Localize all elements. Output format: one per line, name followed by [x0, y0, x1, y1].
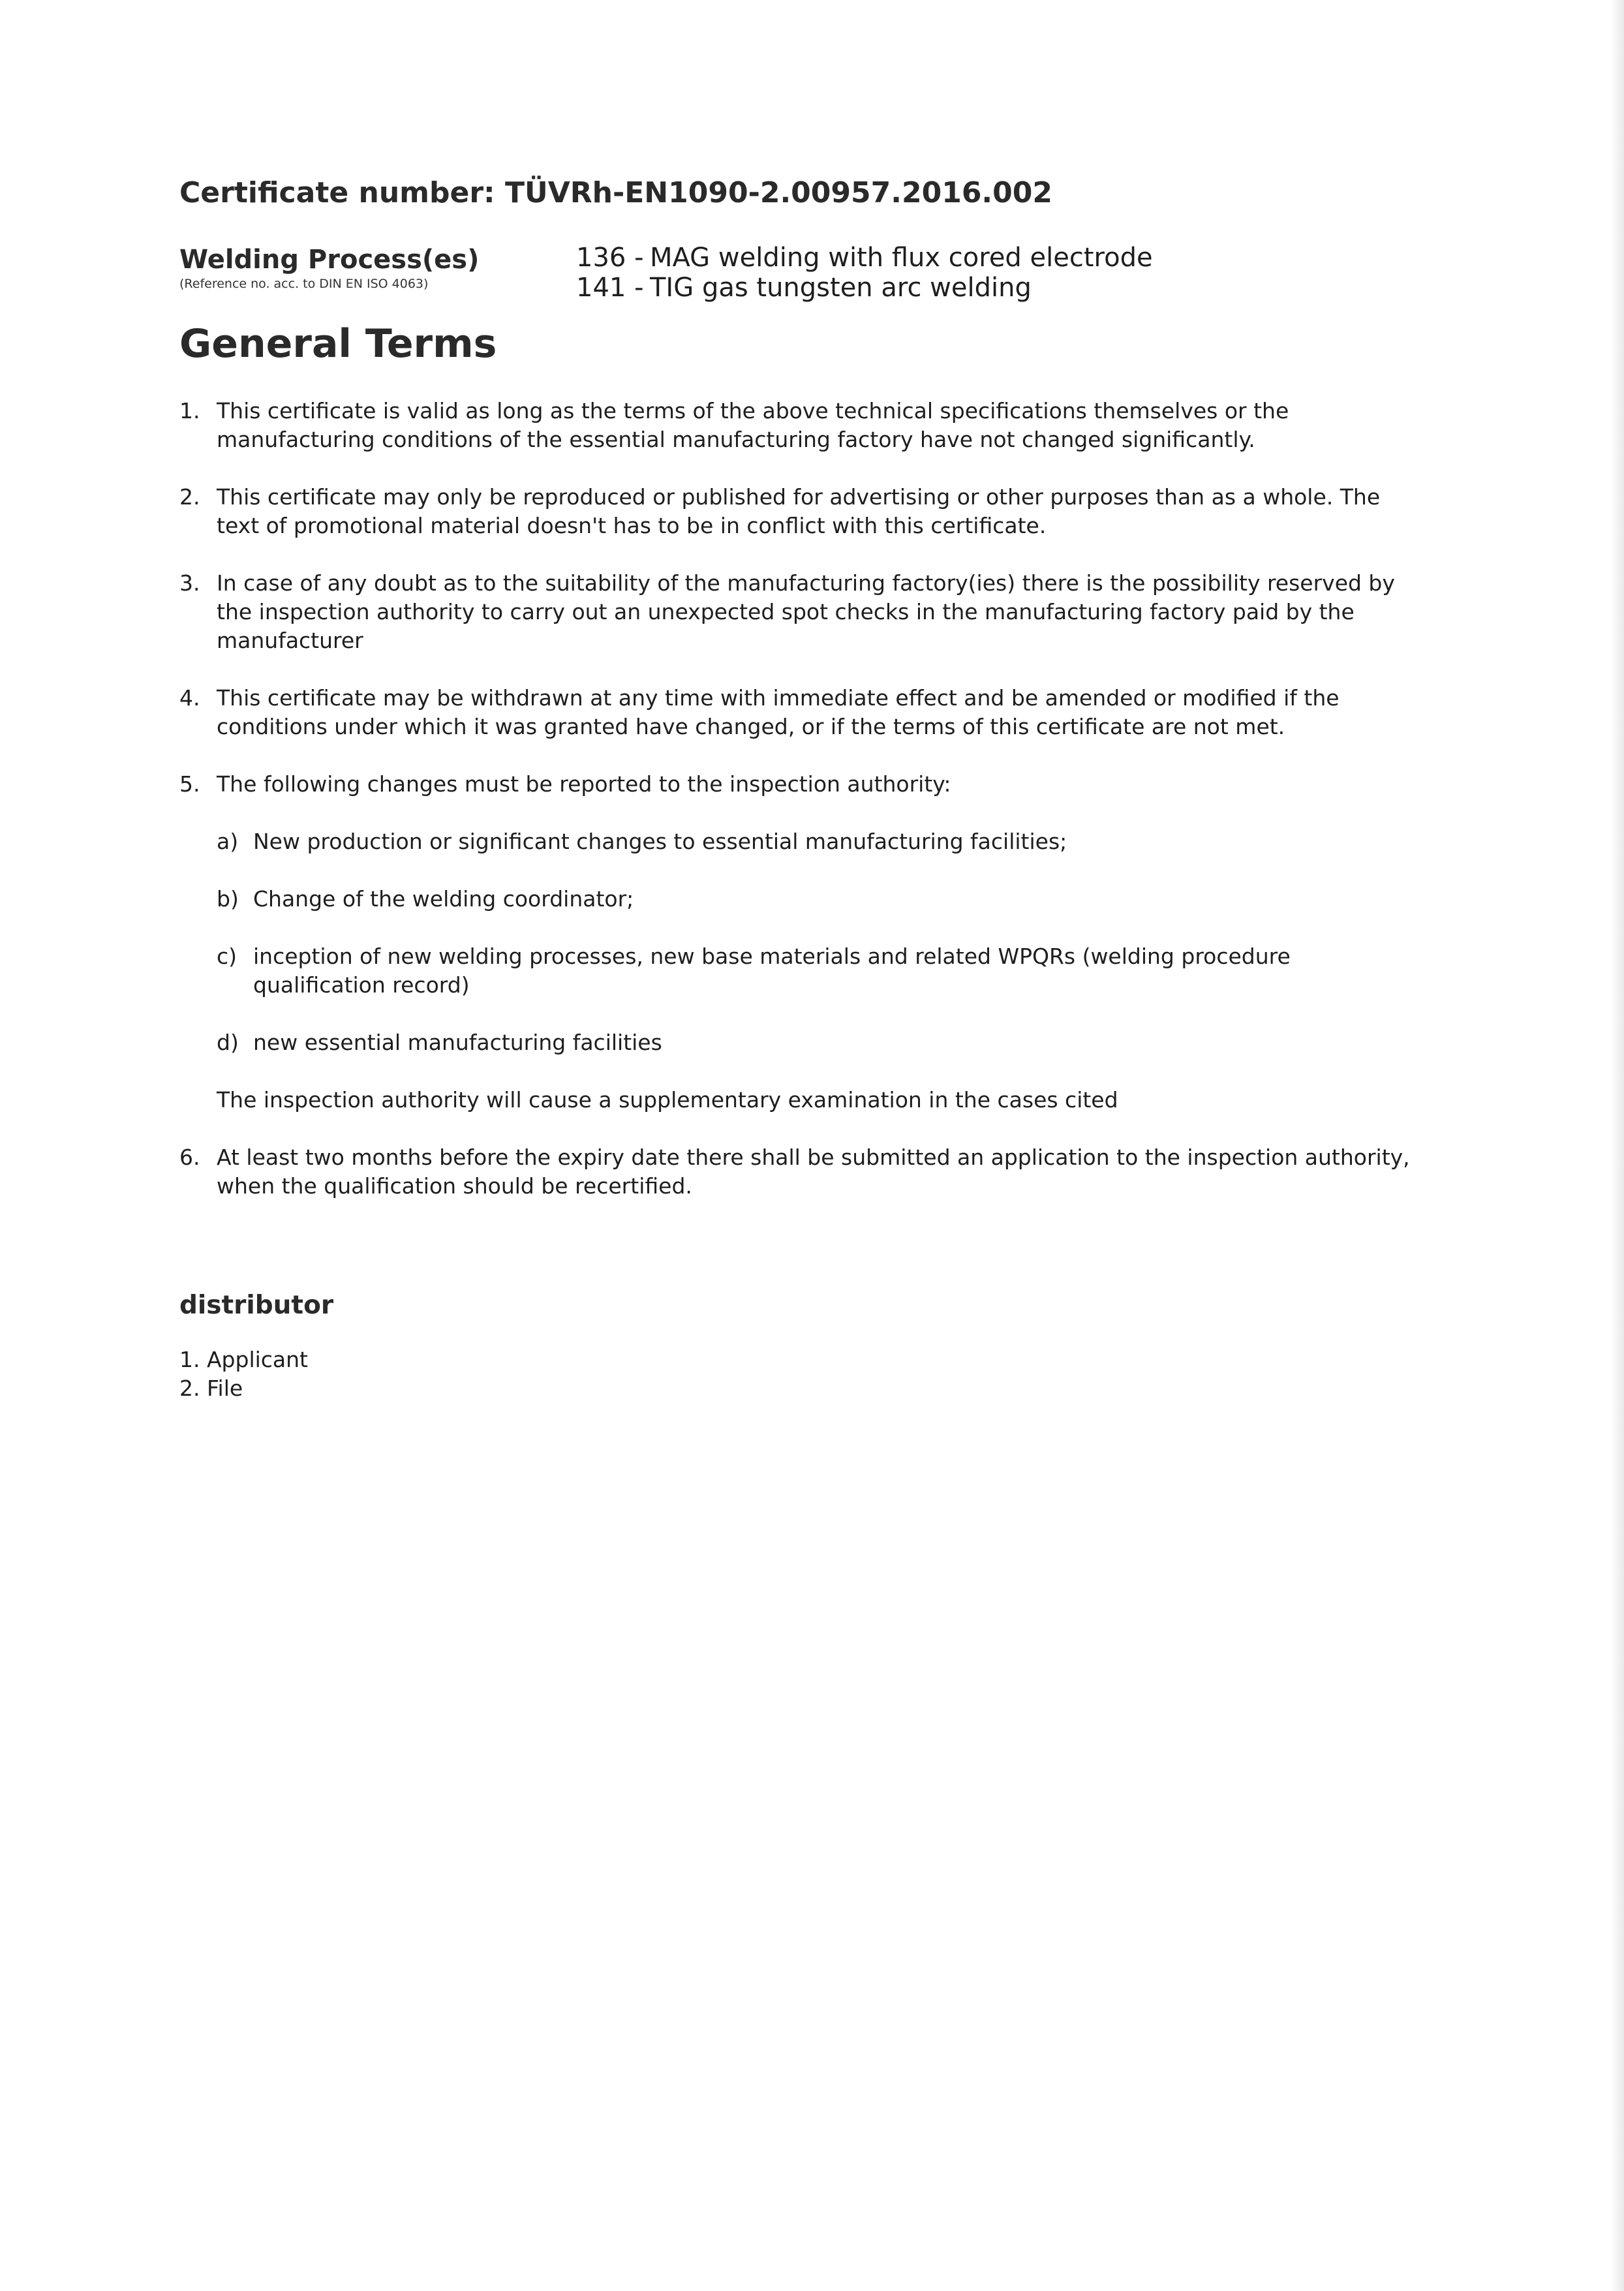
term-number: 3.	[179, 570, 200, 596]
sub-item	[217, 827, 1419, 856]
certificate-number	[179, 176, 1052, 209]
distributor-item: 1. Applicant	[179, 1347, 309, 1372]
term-text: In case of any doubt as to the suitability of the manufacturing factory(ies) there is the possibility reserved by the inspection authority to carry out an unexpected spot checks in the manufacturing factory paid by the manufacturer	[217, 570, 1395, 653]
term-item	[179, 397, 1419, 454]
term-number: 5.	[179, 771, 200, 797]
welding-process-item	[576, 243, 1153, 273]
sub-item-text: new essential manufacturing facilities	[253, 1030, 662, 1055]
welding-process-code: 136 -	[576, 243, 644, 273]
term-item	[179, 1143, 1419, 1201]
term-text: The following changes must be reported to the inspection authority:	[217, 771, 951, 797]
term-item	[179, 770, 1419, 1115]
welding-process-name: MAG welding with flux cored electrode	[650, 243, 1153, 273]
sub-item-letter: a)	[217, 829, 239, 854]
term-text: This certificate may only be reproduced or published for advertising or other purposes than as a whole. The text of promotional material doesn't has to be in conflict with this certificate.	[217, 484, 1381, 538]
sub-item-letter: c)	[217, 944, 237, 969]
general-terms-list	[179, 397, 1419, 1229]
distributor-item: 2. File	[179, 1376, 243, 1401]
term-body	[217, 770, 1419, 1115]
welding-process-name: TIG gas tungsten arc welding	[650, 273, 1032, 303]
cited-note: The inspection authority will cause a supplementary examination in the cases cited	[217, 1087, 1118, 1113]
sub-item-letter: d)	[217, 1030, 239, 1055]
term-text: This certificate is valid as long as the terms of the above technical specifications themselves or the manufacturing conditions of the essential manufacturing factory have not changed significantly.	[217, 398, 1289, 452]
term-number: 2.	[179, 484, 200, 510]
welding-process-heading: Welding Process(es)	[179, 245, 480, 275]
welding-process-item	[576, 273, 1153, 303]
term-item	[179, 569, 1419, 655]
term-item	[179, 684, 1419, 741]
term-text: This certificate may be withdrawn at any time with immediate effect and be amended or modified if the conditions under which it was granted have changed, or if the terms of this certificate are not met.	[217, 685, 1340, 739]
sub-item-text: inception of new welding processes, new base materials and related WPQRs (welding procedure qualification record)	[253, 944, 1291, 998]
scan-edge-shadow	[1610, 0, 1624, 2291]
welding-process-code: 141 -	[576, 273, 644, 303]
general-terms-title: General Terms	[179, 321, 497, 367]
sub-item	[217, 885, 1419, 914]
distributor-list	[179, 1345, 308, 1403]
welding-process-list	[576, 243, 1153, 303]
certificate-number-value: TÜVRh-EN1090-2.00957.2016.002	[504, 176, 1052, 209]
term-item	[179, 483, 1419, 540]
sub-item	[217, 1028, 1419, 1057]
term-number: 4.	[179, 685, 200, 711]
term-text: At least two months before the expiry date there shall be submitted an application to the inspection authority, when the qualification should be recertified.	[217, 1145, 1410, 1199]
distributor-title: distributor	[179, 1291, 334, 1320]
term-number: 1.	[179, 398, 200, 423]
certificate-number-label: Certificate number:	[179, 176, 495, 209]
sub-item-text: Change of the welding coordinator;	[253, 886, 634, 912]
sub-item-text: New production or significant changes to essential manufacturing facilities;	[253, 829, 1067, 854]
term-number: 6.	[179, 1145, 200, 1170]
sub-item-letter: b)	[217, 886, 239, 912]
welding-process-reference: (Reference no. acc. to DIN EN ISO 4063)	[179, 277, 429, 291]
sub-item	[217, 942, 1419, 1000]
